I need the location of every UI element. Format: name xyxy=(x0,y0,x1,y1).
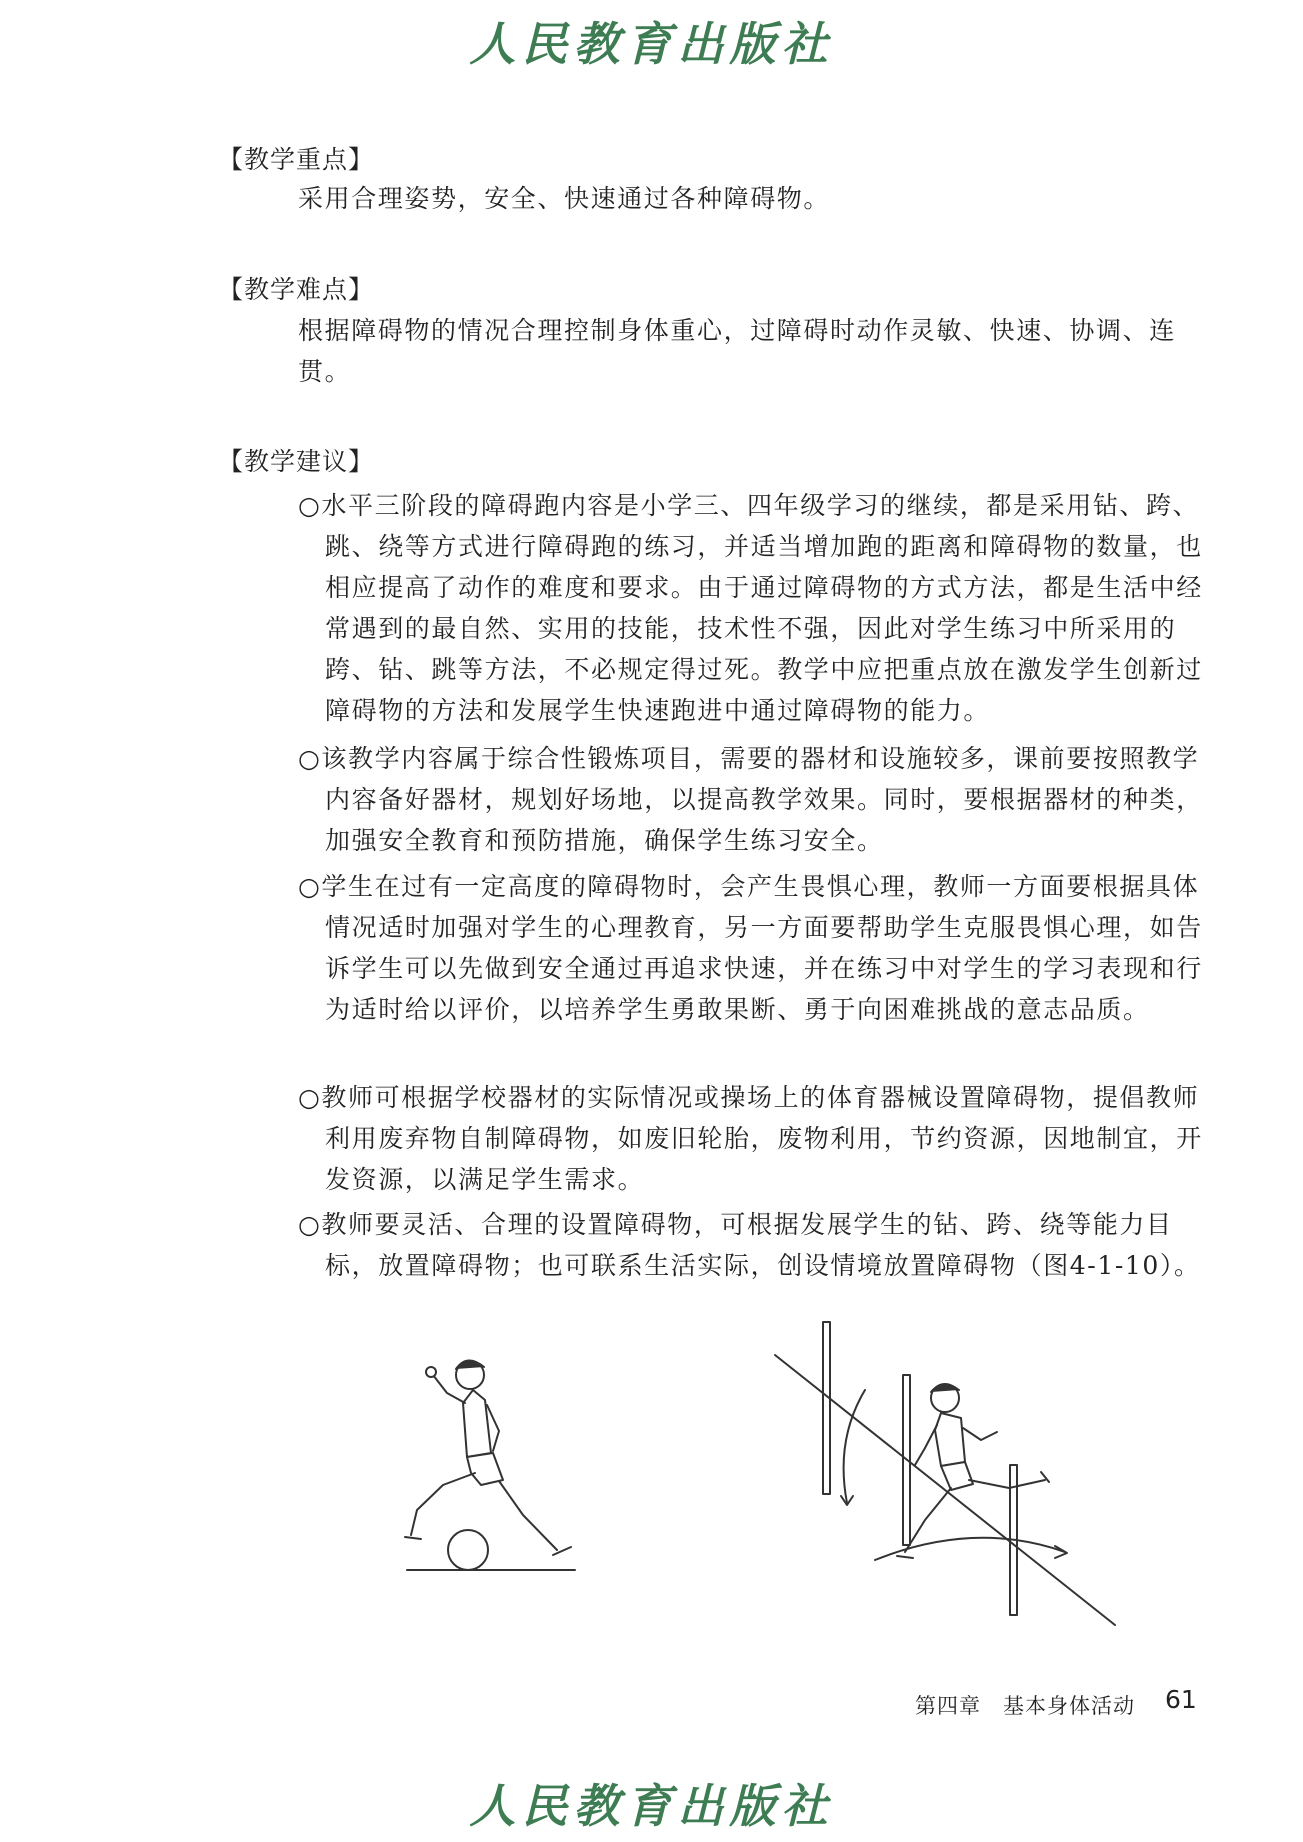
difficulties-body: 根据障碍物的情况合理控制身体重心，过障碍时动作灵敏、快速、协调、连贯。 xyxy=(298,316,1176,386)
publisher-logo-top: 人民教育出版社 xyxy=(469,17,834,71)
suggestion-item: ○学生在过有一定高度的障碍物时，会产生畏惧心理，教师一方面要根据具体情况适时加强对学生的心理教育，另一方面要帮助学生克服畏惧心理，如告诉学生可以先做到安全通过再追求快速，并在练习中对学生的学习表现和行为适时给以评价，以培养学生勇敢果断、勇于向困难挑战的意志品质。 xyxy=(298,872,1203,1024)
suggestion-item: ○该教学内容属于综合性锻炼项目，需要的器材和设施较多，课前要按照教学内容备好器材，规划好场地，以提高教学效果。同时，要根据器材的种类，加强安全教育和预防措施，确保学生练习安全。 xyxy=(298,744,1203,855)
suggestion-item: ○教师要灵活、合理的设置障碍物，可根据发展学生的钻、跨、绕等能力目标，放置障碍物；也可联系生活实际，创设情境放置障碍物（图4-1-10）。 xyxy=(298,1210,1201,1280)
publisher-logo-bottom: 人民教育出版社 xyxy=(469,1779,834,1833)
chapter-title: 第四章 基本身体活动 xyxy=(915,1694,1135,1718)
difficulties-heading: 【教学难点】 xyxy=(218,275,375,304)
key-points-body: 采用合理姿势，安全、快速通过各种障碍物。 xyxy=(298,184,831,213)
hurdle-ball-illustration xyxy=(395,1345,590,1585)
suggestions-heading: 【教学建议】 xyxy=(218,447,375,476)
pole-weaving-illustration xyxy=(765,1320,1125,1640)
suggestion-item: ○教师可根据学校器材的实际情况或操场上的体育器械设置障碍物，提倡教师利用废弃物自制障碍物，如废旧轮胎，废物利用，节约资源，因地制宜，开发资源，以满足学生需求。 xyxy=(298,1083,1203,1194)
key-points-heading: 【教学重点】 xyxy=(218,145,375,174)
page-number: 61 xyxy=(1165,1685,1197,1714)
suggestion-item: ○水平三阶段的障碍跑内容是小学三、四年级学习的继续，都是采用钻、跨、跳、绕等方式进行障碍跑的练习，并适当增加跑的距离和障碍物的数量，也相应提高了动作的难度和要求。由于通过障碍物的方式方法，都是生活中经常遇到的最自然、实用的技能，技术性不强，因此对学生练习中所采用的跨、钻、跳等方法，不必规定得过死。教学中应把重点放在激发学生创新过障碍物的方法和发展学生快速跑进中通过障碍物的能力。 xyxy=(298,491,1203,725)
